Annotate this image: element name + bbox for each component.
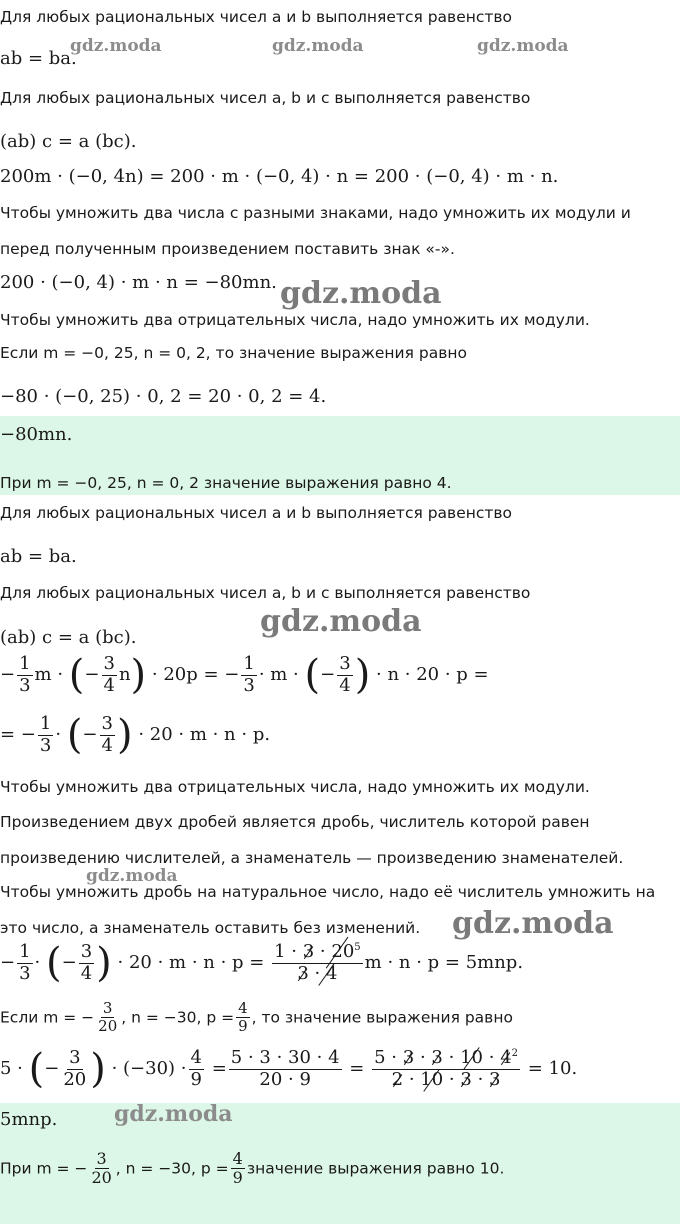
text-line: Если m = −0, 25, n = 0, 2, то значение выражения равно (0, 344, 467, 362)
text-line: это число, а знаменатель оставить без изменений. (0, 919, 421, 937)
text-line: Для любых рациональных чисел a, b и c выполняется равенство (0, 89, 531, 107)
math-equation: − $\frac{1}{3}$ · (− $\frac{3}{4}$ ) · 20 · m · n · p = $\frac{1 \cdot 3 \cdot 20^5}{3 \cdot 4}$ m · n · p = 5mnp. (0, 940, 524, 987)
text-line: Чтобы умножить дробь на натуральное число, надо её числитель умножить на (0, 883, 656, 901)
answer-line: При m = − $\frac{3}{20}$ , n = −30, p = $\frac{4}{9}$ значение выражения равно 10. (0, 1149, 505, 1188)
watermark-logo: gdz.moda (272, 36, 364, 56)
text-line: произведению числителей, а знаменатель — произведению знаменателей. (0, 849, 624, 867)
watermark-logo: gdz.moda (114, 1101, 233, 1127)
math-equation: − $\frac{1}{3}$ m · (− $\frac{3}{4}$ n) · 20p = − $\frac{1}{3}$ · m · (− $\frac{3}{4}$ ) · n · 20 · p = (0, 652, 489, 699)
math-line: (ab) c = a (bc). (0, 131, 137, 152)
math-line: 200 · (−0, 4) · m · n = −80mn. (0, 272, 277, 293)
math-equation: 5 · (− $\frac{3}{20}$ ) · (−30) · $\frac{4}{9}$ = $\frac{5 \cdot 3 \cdot 30 \cdot 4}{20 \cdot 9}$ = $\frac{5 \cdot 3 \cdot 3 \cdot 10 \cdot 4^2}{2 \cdot 10 \cdot 3 \cdot 3}$ = 10. (0, 1046, 578, 1093)
text-line: Чтобы умножить два числа с разными знаками, надо умножить их модули и (0, 204, 631, 222)
watermark-logo: gdz.moda (70, 36, 162, 56)
math-line: ab = ba. (0, 546, 77, 567)
text-line: Произведением двух дробей является дробь, числитель которой равен (0, 813, 590, 831)
answer-line: −80mn. (0, 424, 73, 445)
math-line: −80 · (−0, 25) · 0, 2 = 20 · 0, 2 = 4. (0, 386, 327, 407)
text-line: Для любых рациональных чисел a, b и c выполняется равенство (0, 584, 531, 602)
text-line: Для любых рациональных чисел a и b выполняется равенство (0, 504, 513, 522)
answer-line: При m = −0, 25, n = 0, 2 значение выражения равно 4. (0, 474, 452, 492)
watermark-logo: gdz.moda (477, 36, 569, 56)
watermark-logo: gdz.moda (260, 604, 422, 639)
math-line: (ab) c = a (bc). (0, 627, 137, 648)
text-line: Для любых рациональных чисел a и b выполняется равенство (0, 8, 513, 26)
watermark-logo: gdz.moda (280, 276, 442, 311)
text-line: перед полученным произведением поставить знак «-». (0, 240, 455, 258)
answer-line: 5mnp. (0, 1109, 58, 1130)
watermark-logo: gdz.moda (452, 906, 614, 941)
watermark-logo: gdz.moda (86, 866, 178, 886)
math-line: ab = ba. (0, 48, 77, 69)
text-line: Если m = − $\frac{3}{20}$ , n = −30, p = $\frac{4}{9}$ , то значение выражения равно (0, 999, 513, 1036)
text-line: Чтобы умножить два отрицательных числа, надо умножить их модули. (0, 778, 590, 796)
text-line: Чтобы умножить два отрицательных числа, надо умножить их модули. (0, 311, 590, 329)
math-equation: = − $\frac{1}{3}$ · (− $\frac{3}{4}$ ) · 20 · m · n · p. (0, 712, 271, 759)
math-line: 200m · (−0, 4n) = 200 · m · (−0, 4) · n = 200 · (−0, 4) · m · n. (0, 166, 559, 187)
